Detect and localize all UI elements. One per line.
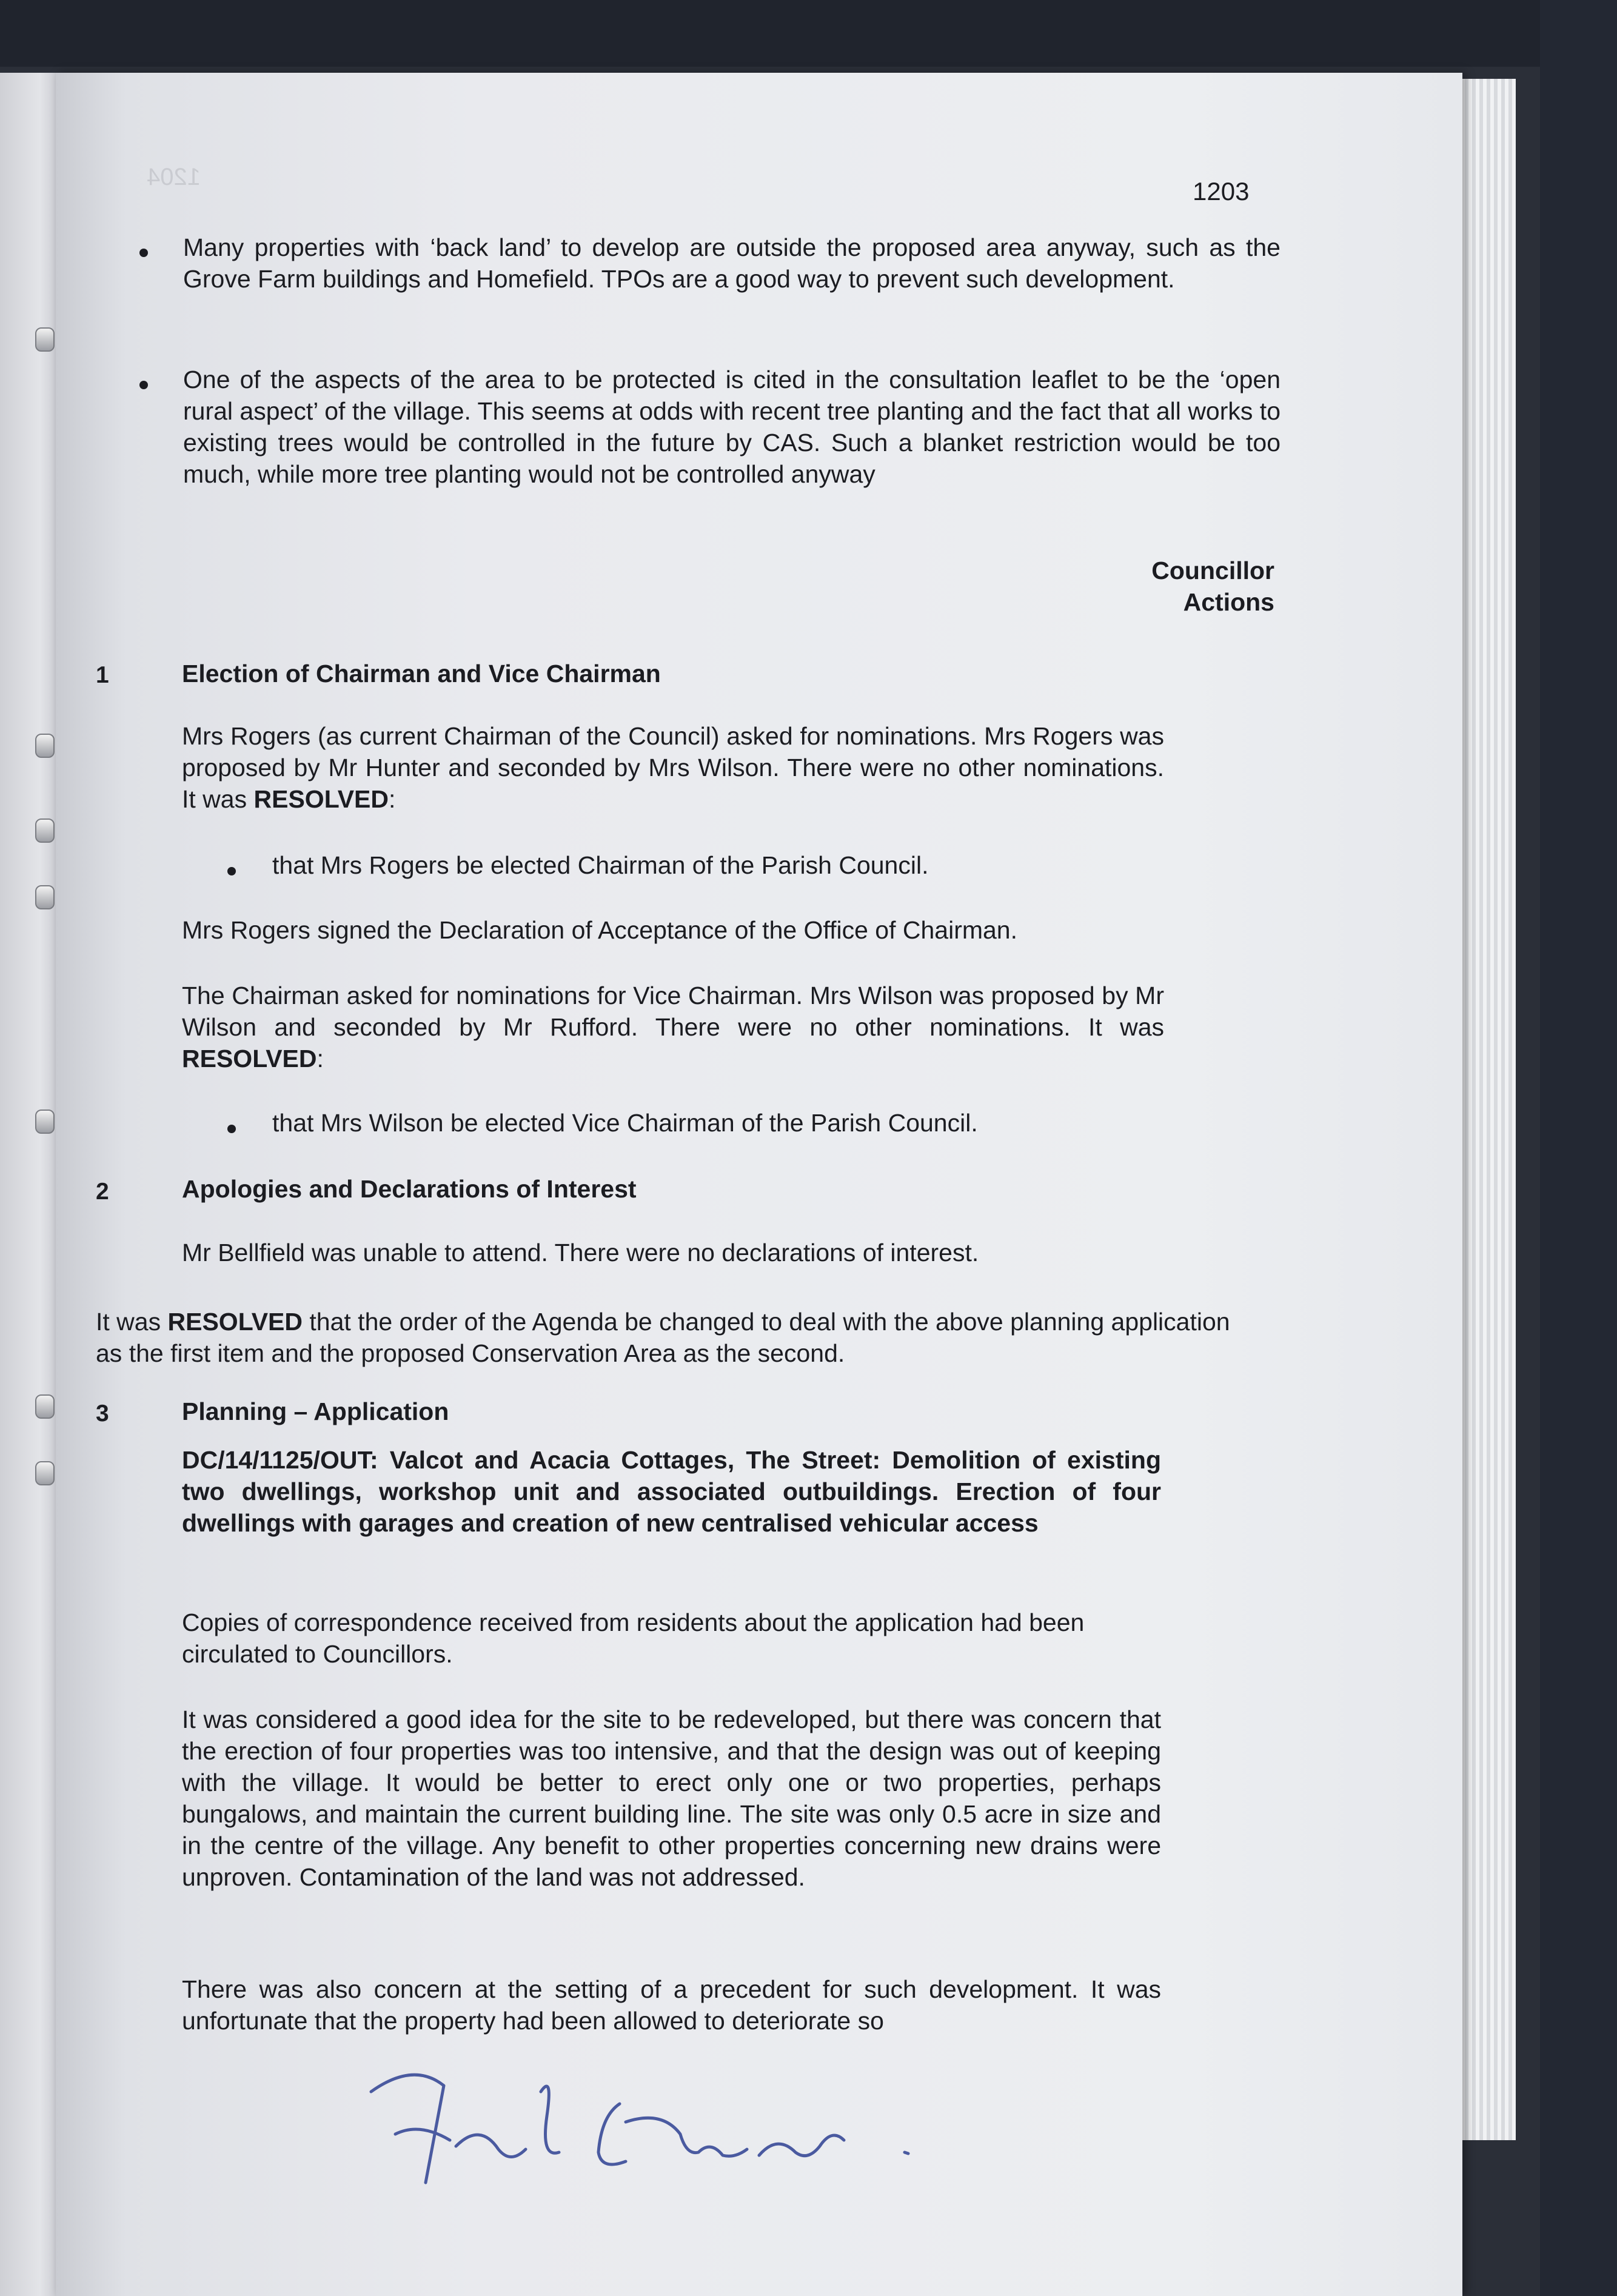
bleed-through-page-number: 1204 [147,164,201,190]
intro-bullet-1: Many properties with ‘back land’ to develop are outside the proposed area anyway, such as the Grove Farm buildings and Homefield. TPOs are a good way to prevent such development. [183,233,1281,293]
resolved-keyword: RESOLVED [167,1308,303,1336]
item-number: 2 [96,1179,109,1205]
item1-paragraph-1 [182,720,1164,815]
binder-ring [35,734,55,758]
item3-paragraph-2: It was considered a good idea for the site to be redeveloped, but there was concern that the erection of four properties was too intensive, and that the design was out of keeping with the village. It would be better to erect only one or two properties, perhaps bungalows, and maintain the current building line. The site was only 0.5 acre in size and in the centre of the village. Any benefit to other properties concerning new drains were unproven. Contamination of the land was not addressed. [182,1705,1161,1891]
binder-ring [35,1110,55,1134]
item1-bullet-1: that Mrs Rogers be elected Chairman of the Parish Council. [272,851,929,879]
item1-paragraph-3 [182,980,1164,1074]
item-number: 1 [96,662,109,688]
resolution-pre: It was [96,1308,161,1336]
agenda-resolution [96,1306,1236,1369]
item1-para1-text: Mrs Rogers (as current Chairman of the Council) asked for nominations. Mrs Rogers was proposed by Mr Hunter and seconded by Mrs Wilson. There were no other nominations. It was [182,722,1164,813]
resolved-keyword: RESOLVED [182,1045,317,1073]
bullet-dot [139,249,148,257]
binder-top-edge [0,0,1617,67]
bullet-dot [227,1125,236,1133]
item1-para3-tail: : [316,1045,324,1073]
item1-paragraph-2: Mrs Rogers signed the Declaration of Acceptance of the Office of Chairman. [182,916,1018,944]
resolution-post: that the order of the Agenda be changed to deal with the above planning application as the first item and the proposed Conservation Area as the second. [96,1308,1230,1367]
item-heading: Apologies and Declarations of Interest [182,1175,637,1203]
application-subheading: DC/14/1125/OUT: Valcot and Acacia Cottages, The Street: Demolition of existing two dwellings, workshop unit and associated outbuildings. Erection of four dwellings with garages and creation of new centralised vehicular access [182,1446,1161,1537]
binder-ring [35,818,55,843]
page-number: 1203 [1193,177,1250,206]
councillor-actions-header [1086,555,1274,618]
bullet-dot [227,867,236,875]
item3-paragraph-1: Copies of correspondence received from residents about the application had been circulated to Councillors. [182,1608,1085,1668]
intro-bullet-2: One of the aspects of the area to be protected is cited in the consultation leaflet to be the ‘open rural aspect’ of the village. This seems at odds with recent tree planting and the fact that all works to existing trees would be controlled in the future by CAS. Such a blanket restriction would be too much, while more tree planting would not be controlled anyway [183,366,1281,488]
item1-bullet-2: that Mrs Wilson be elected Vice Chairman of the Parish Council. [272,1109,978,1137]
bullet-dot [139,381,148,389]
binder-ring [35,1461,55,1485]
resolved-keyword: RESOLVED [253,785,389,813]
actions-header-line1: Councillor [1151,557,1274,584]
document-page [56,73,1462,2296]
handwritten-signature [359,2049,1086,2207]
binder-ring [35,885,55,909]
actions-header-line2: Actions [1183,588,1274,616]
item1-para3-text: The Chairman asked for nominations for Vice Chairman. Mrs Wilson was proposed by Mr Wilson and seconded by Mr Rufford. There were no other nominations. It was [182,982,1164,1041]
item3-paragraph-3: There was also concern at the setting of a precedent for such development. It was unfortunate that the property had been allowed to deteriorate so [182,1975,1161,2035]
binder-right-edge [1540,0,1617,2296]
binder-ring [35,1394,55,1419]
binder-ring [35,327,55,352]
item-number: 3 [96,1401,109,1427]
item-heading: Election of Chairman and Vice Chairman [182,660,661,688]
item2-paragraph: Mr Bellfield was unable to attend. There were no declarations of interest. [182,1239,979,1267]
item-heading: Planning – Application [182,1397,449,1425]
item1-para1-tail: : [389,785,396,813]
